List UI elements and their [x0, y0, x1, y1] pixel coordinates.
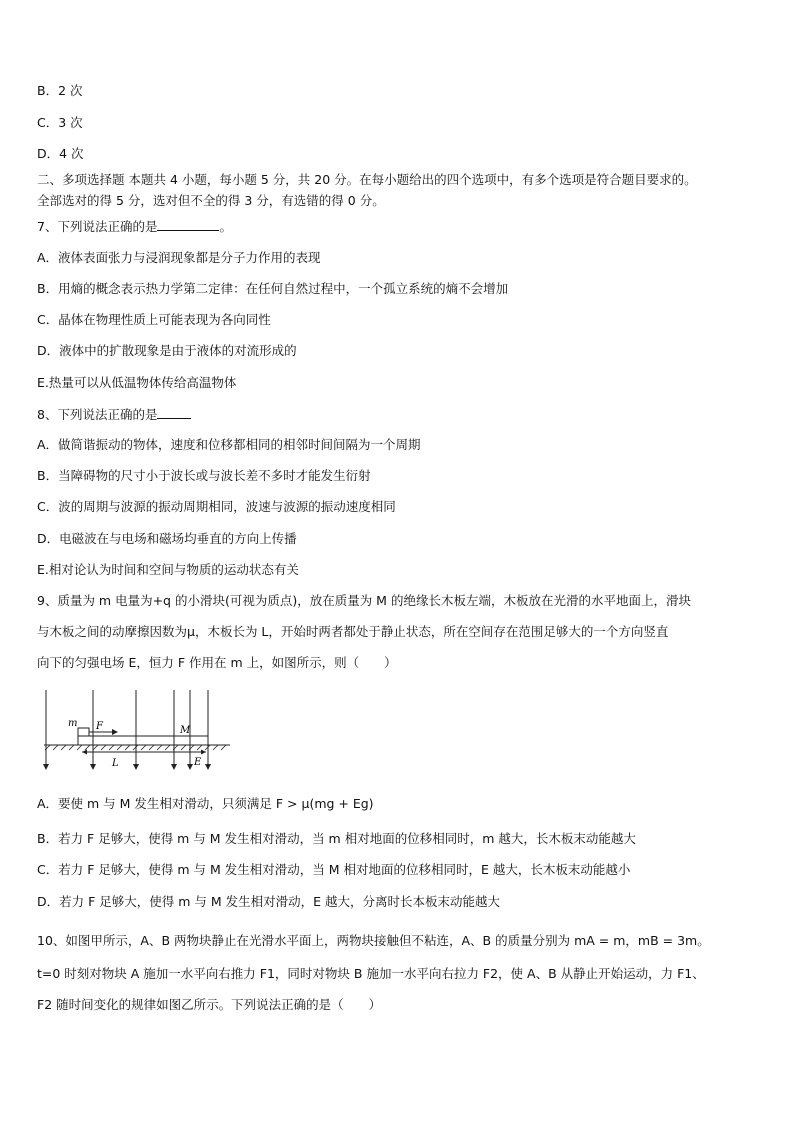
option-c-q6: C．3 次	[37, 115, 83, 130]
q8-option-a: A．做简谐振动的物体，速度和位移都相同的相邻时间间隔为一个周期	[37, 437, 421, 452]
answer-blank	[157, 406, 191, 419]
q9-option-b: B．若力 F 足够大，使得 m 与 M 发生相对滑动，当 m 相对地面的位移相同时，m 越大，长木板末动能越大	[37, 831, 636, 846]
q8-option-b: B．当障碍物的尺寸小于波长或与波长差不多时才能发生衍射	[37, 468, 371, 483]
question-10-line3: F2 随时间变化的规律如图乙所示。下列说法正确的是（ ）	[37, 997, 382, 1012]
label-force: F	[96, 721, 103, 732]
question-9-line3: 向下的匀强电场 E，恒力 F 作用在 m 上，如图所示，则（ ）	[37, 655, 397, 670]
q7-option-a: A．液体表面张力与浸润现象都是分子力作用的表现	[37, 250, 321, 265]
q9-option-d: D．若力 F 足够大，使得 m 与 M 发生相对滑动，E 越大，分离时长本板末动能越大	[37, 894, 500, 909]
q8-option-d: D．电磁波在与电场和磁场均垂直的方向上传播	[37, 531, 297, 546]
option-d-q6: D．4 次	[37, 146, 84, 161]
section-heading-line1: 二、多项选择题 本题共 4 小题，每小题 5 分，共 20 分。在每小题给出的四个选项中，有多个选项是符合题目要求的。	[37, 172, 697, 187]
section-heading-line2: 全部选对的得 5 分，选对但不全的得 3 分，有选错的得 0 分。	[37, 193, 385, 208]
q7-option-b: B．用熵的概念表示热力学第二定律：在任何自然过程中，一个孤立系统的熵不会增加	[37, 281, 509, 296]
question-9-line2: 与木板之间的动摩擦因数为μ，木板长为 L，开始时两者都处于静止状态，所在空间存在范围足够大的一个方向竖直	[37, 624, 669, 639]
question-10-line2: t=0 时刻对物块 A 施加一水平向右推力 F1，同时对物块 B 施加一水平向右拉力 F2，使 A、B 从静止开始运动，力 F1、	[37, 966, 705, 981]
q7-option-d: D．液体中的扩散现象是由于液体的对流形成的	[37, 343, 297, 358]
question-8	[37, 406, 191, 423]
label-length: L	[112, 758, 119, 769]
question-10-line1: 10、如图甲所示，A、B 两物块静止在光滑水平面上，两物块接触但不粘连，A、B 的质量分别为 mA = m，mB = 3m。	[37, 933, 710, 948]
question-8-text: 8、下列说法正确的是	[37, 407, 158, 422]
question-7	[37, 218, 232, 235]
label-m: m	[68, 718, 78, 729]
label-field: E	[194, 757, 202, 768]
q9-option-c: C．若力 F 足够大，使得 m 与 M 发生相对滑动，当 M 相对地面的位移相同时，E 越大，长木板末动能越小	[37, 862, 631, 877]
q7-option-c: C．晶体在物理性质上可能表现为各向同性	[37, 312, 271, 327]
q8-option-e: E.相对论认为时间和空间与物质的运动状态有关	[37, 562, 299, 577]
q7-option-e: E.热量可以从低温物体传给高温物体	[37, 375, 237, 390]
q8-option-c: C．波的周期与波源的振动周期相同，波速与波源的振动速度相同	[37, 499, 396, 514]
option-b-q6: B．2 次	[37, 83, 83, 98]
q9-option-a: A．要使 m 与 M 发生相对滑动，只须满足 F > μ(mg + Eg)	[37, 796, 374, 811]
question-7-end: 。	[219, 219, 232, 234]
q9-figure	[40, 688, 240, 772]
question-7-text: 7、下列说法正确的是	[37, 219, 158, 234]
label-board-mass: M	[180, 725, 191, 736]
answer-blank	[157, 218, 219, 231]
question-9-line1: 9、质量为 m 电量为+q 的小滑块(可视为质点)，放在质量为 M 的绝缘长木板左端，木板放在光滑的水平地面上，滑块	[37, 593, 691, 608]
